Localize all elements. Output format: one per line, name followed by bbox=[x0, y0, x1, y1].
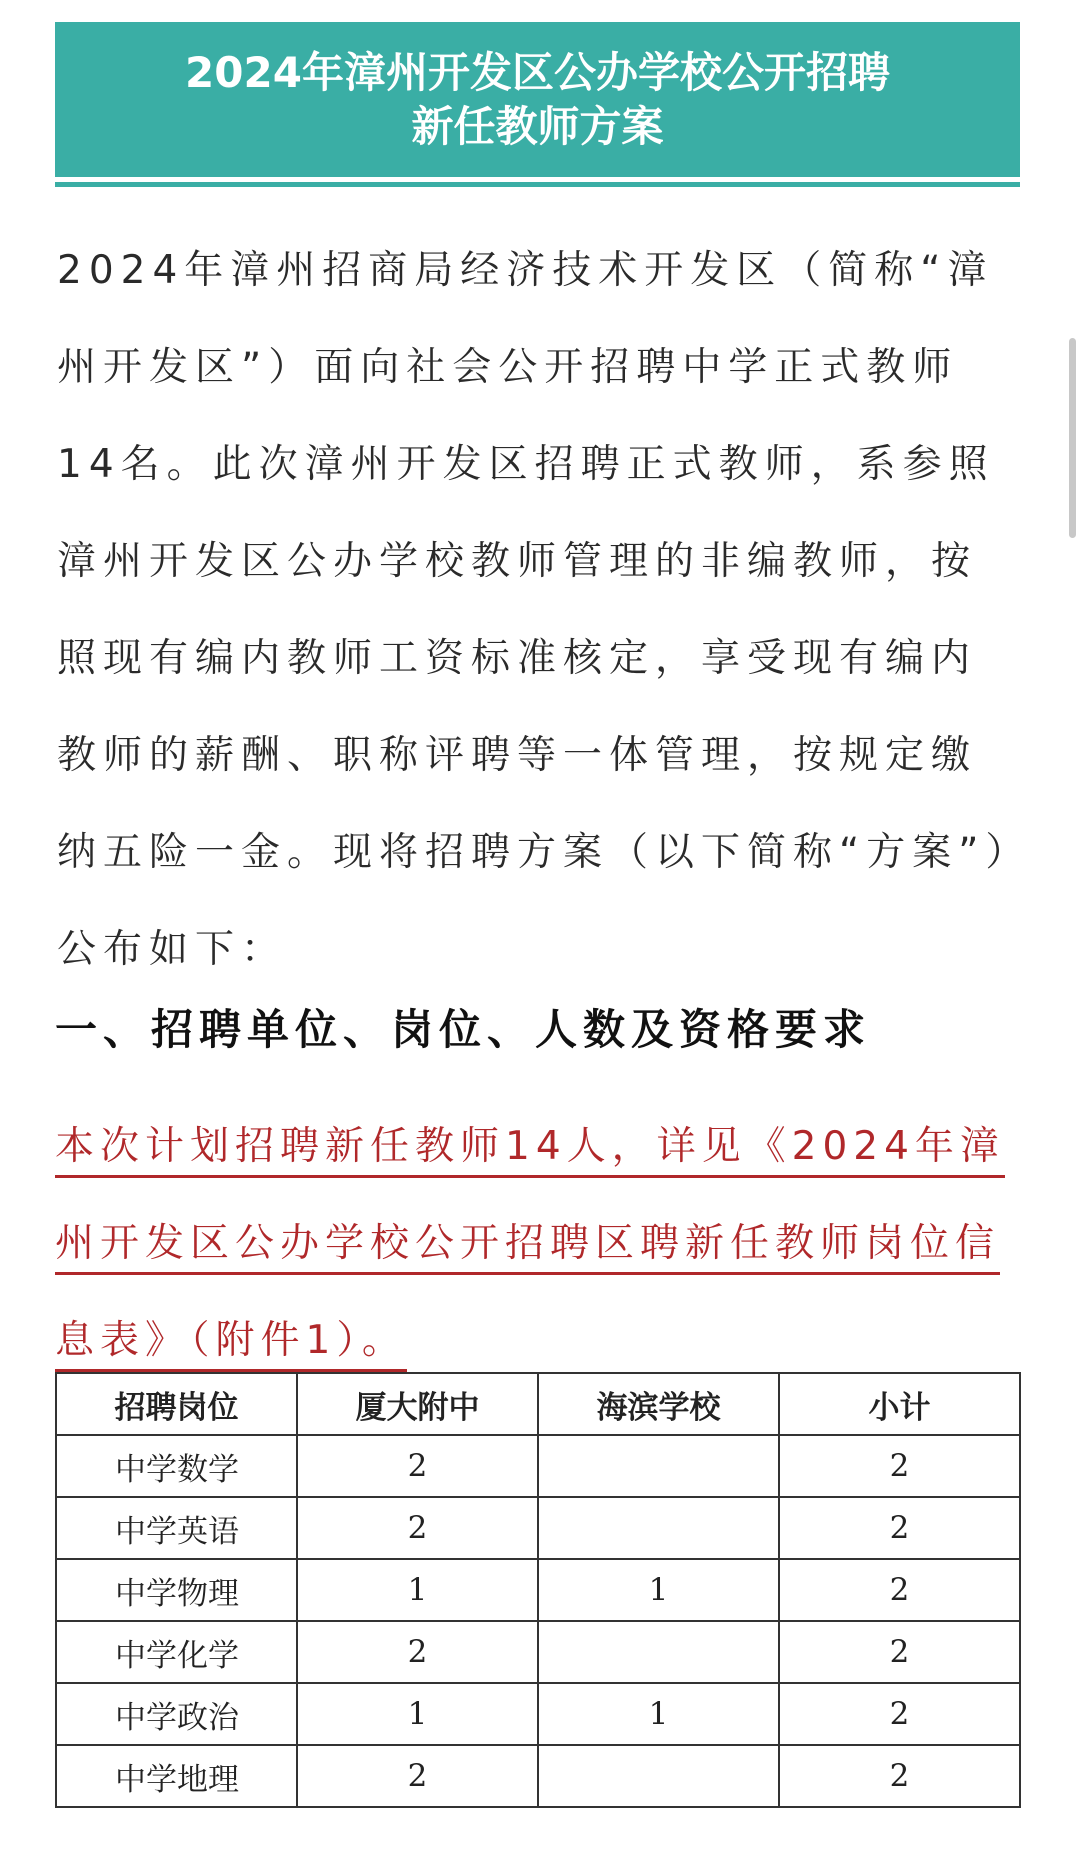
header-position: 招聘岗位 bbox=[56, 1373, 297, 1435]
cell-subtotal: 2 bbox=[779, 1745, 1020, 1807]
table-row bbox=[56, 1745, 1020, 1807]
cell-position: 中学物理 bbox=[56, 1559, 297, 1621]
cell-position: 中学化学 bbox=[56, 1621, 297, 1683]
positions-table bbox=[55, 1372, 1021, 1808]
cell-subtotal: 2 bbox=[779, 1621, 1020, 1683]
cell-haibin bbox=[538, 1435, 779, 1497]
banner-underline bbox=[55, 182, 1020, 187]
cell-xiada: 1 bbox=[297, 1559, 538, 1621]
cell-xiada: 2 bbox=[297, 1497, 538, 1559]
cell-haibin: 1 bbox=[538, 1559, 779, 1621]
cell-xiada: 2 bbox=[297, 1435, 538, 1497]
table-header-row bbox=[56, 1373, 1020, 1435]
cell-xiada: 2 bbox=[297, 1745, 538, 1807]
cell-subtotal: 2 bbox=[779, 1683, 1020, 1745]
section-1-heading: 一、招聘单位、岗位、人数及资格要求 bbox=[55, 1005, 872, 1054]
cell-position: 中学政治 bbox=[56, 1683, 297, 1745]
cell-xiada: 1 bbox=[297, 1683, 538, 1745]
header-haibin-school: 海滨学校 bbox=[538, 1373, 779, 1435]
recruitment-notice bbox=[55, 1098, 1020, 1389]
cell-position: 中学地理 bbox=[56, 1745, 297, 1807]
table-row bbox=[56, 1497, 1020, 1559]
table-row bbox=[56, 1559, 1020, 1621]
title-line-1: 2024年漳州开发区公办学校公开招聘 bbox=[185, 47, 890, 97]
cell-subtotal: 2 bbox=[779, 1435, 1020, 1497]
cell-haibin bbox=[538, 1621, 779, 1683]
recruitment-notice-text: 本次计划招聘新任教师14人，详见《2024年漳州开发区公办学校公开招聘区聘新任教师岗位信息表》（附件1）。 bbox=[55, 1124, 1005, 1372]
table-row bbox=[56, 1621, 1020, 1683]
table-row bbox=[56, 1435, 1020, 1497]
cell-haibin: 1 bbox=[538, 1683, 779, 1745]
cell-position: 中学英语 bbox=[56, 1497, 297, 1559]
cell-subtotal: 2 bbox=[779, 1559, 1020, 1621]
header-xiada-fuzhong: 厦大附中 bbox=[297, 1373, 538, 1435]
title-line-2: 新任教师方案 bbox=[411, 101, 664, 151]
header-subtotal: 小计 bbox=[779, 1373, 1020, 1435]
cell-position: 中学数学 bbox=[56, 1435, 297, 1497]
cell-haibin bbox=[538, 1745, 779, 1807]
intro-paragraph: 2024年漳州招商局经济技术开发区（简称“漳州开发区”）面向社会公开招聘中学正式教师14名。此次漳州开发区招聘正式教师，系参照漳州开发区公办学校教师管理的非编教师，按照现有编内教师工资标准核定，享受现有编内教师的薪酬、职称评聘等一体管理，按规定缴纳五险一金。现将招聘方案（以下简称“方案”）公布如下： bbox=[57, 248, 1012, 972]
cell-haibin bbox=[538, 1497, 779, 1559]
scrollbar[interactable] bbox=[1069, 338, 1076, 538]
title-banner bbox=[55, 22, 1020, 177]
table-row bbox=[56, 1683, 1020, 1745]
cell-subtotal: 2 bbox=[779, 1497, 1020, 1559]
cell-xiada: 2 bbox=[297, 1621, 538, 1683]
